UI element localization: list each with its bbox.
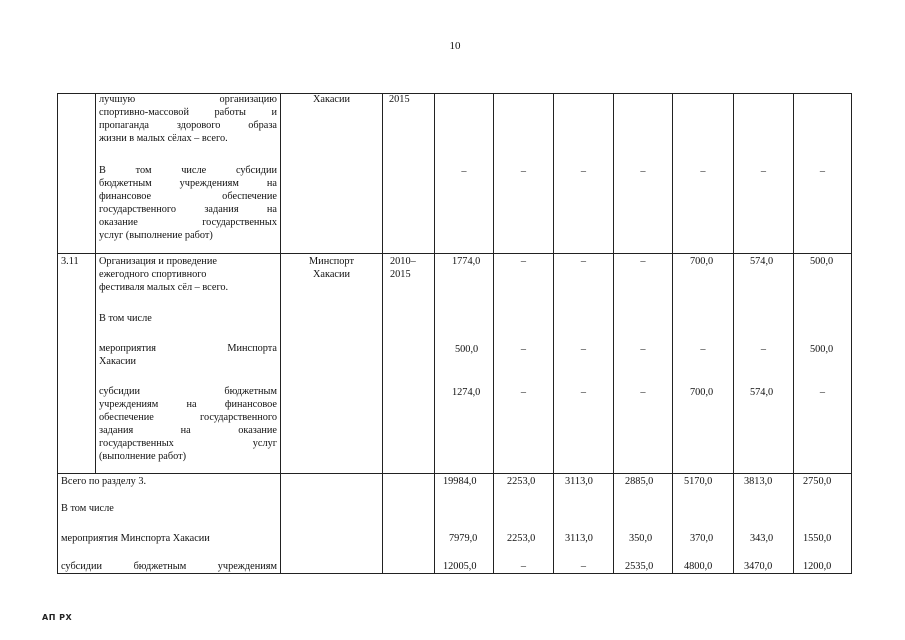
value-cell: 500,0 bbox=[810, 344, 834, 355]
value-cell: – bbox=[461, 166, 467, 177]
including-label: В том числе bbox=[61, 503, 114, 514]
value-cell: 3813,0 bbox=[744, 476, 773, 487]
value-cell: – bbox=[520, 256, 527, 267]
value-cell: – bbox=[580, 256, 587, 267]
row-number: 3.11 bbox=[61, 256, 79, 267]
value-cell: 2253,0 bbox=[507, 476, 536, 487]
value-cell: – bbox=[580, 561, 587, 572]
subsidy-line: (выполнение работ) bbox=[99, 451, 187, 462]
value-cell: – bbox=[580, 344, 587, 355]
value-cell: 574,0 bbox=[750, 256, 774, 267]
row-name-line: лучшую организацию bbox=[99, 94, 277, 105]
value-cell: 2535,0 bbox=[625, 561, 654, 572]
value-cell: 350,0 bbox=[629, 533, 653, 544]
value-cell: – bbox=[640, 256, 646, 267]
term-line: 2015 bbox=[390, 269, 411, 280]
value-cell: 2750,0 bbox=[803, 476, 832, 487]
subsidy-line: обеспечение государственного bbox=[99, 412, 277, 423]
measures-line: Хакасии bbox=[99, 356, 137, 367]
value-cell: – bbox=[819, 166, 826, 177]
subsidy-line: оказание государственных bbox=[99, 217, 277, 228]
value-cell: – bbox=[760, 166, 767, 177]
row-name-line: ежегодного спортивного bbox=[99, 269, 207, 280]
value-cell: – bbox=[640, 166, 646, 177]
subsidy-label: субсидии бюджетным учреждениям bbox=[61, 561, 277, 572]
value-cell: 1774,0 bbox=[452, 256, 481, 267]
value-cell: – bbox=[520, 387, 527, 398]
value-cell: – bbox=[700, 344, 706, 355]
subsidy-line: финансовое обеспечение bbox=[99, 191, 277, 202]
value-cell: – bbox=[520, 166, 527, 177]
term-line: 2010– bbox=[390, 256, 416, 267]
value-cell: – bbox=[819, 387, 826, 398]
value-cell: 1200,0 bbox=[803, 561, 832, 572]
term: 2015 bbox=[389, 94, 410, 105]
value-cell: 500,0 bbox=[455, 344, 479, 355]
row-name-line: пропаганда здорового образа bbox=[99, 120, 277, 131]
including-label: В том числе bbox=[99, 313, 152, 324]
value-cell: – bbox=[520, 344, 527, 355]
performer-line: Минспорт bbox=[309, 256, 354, 267]
value-cell: 500,0 bbox=[810, 256, 834, 267]
value-cell: 12005,0 bbox=[443, 561, 477, 572]
subsidy-line: государственных услуг bbox=[99, 438, 277, 449]
value-cell: 700,0 bbox=[690, 256, 714, 267]
row-name-line: фестиваля малых сёл – всего. bbox=[99, 282, 229, 293]
measures-label: мероприятия Минспорта Хакасии bbox=[61, 533, 210, 544]
subsidy-line: услуг (выполнение работ) bbox=[99, 230, 213, 241]
value-cell: 1550,0 bbox=[803, 533, 832, 544]
value-cell: 7979,0 bbox=[449, 533, 478, 544]
row-name-line: спортивно-массовой работы и bbox=[99, 107, 277, 118]
value-cell: – bbox=[760, 344, 767, 355]
value-cell: 343,0 bbox=[750, 533, 774, 544]
value-cell: 2885,0 bbox=[625, 476, 654, 487]
value-cell: 700,0 bbox=[690, 387, 714, 398]
value-cell: 19984,0 bbox=[443, 476, 477, 487]
subsidy-line: бюджетным учреждениям на bbox=[99, 178, 277, 189]
performer-line: Хакасии bbox=[312, 269, 350, 280]
value-cell: 3113,0 bbox=[565, 533, 593, 544]
section-total-label: Всего по разделу 3. bbox=[61, 476, 147, 487]
subsidy-line: учреждениям на финансовое bbox=[99, 399, 277, 410]
row-name-line: Организация и проведение bbox=[99, 256, 217, 267]
value-cell: – bbox=[640, 344, 646, 355]
footer-mark: АП РХ bbox=[42, 613, 73, 622]
value-cell: – bbox=[640, 387, 646, 398]
subsidy-line: субсидии бюджетным bbox=[99, 386, 277, 397]
row-name-line: жизни в малых сёлах – всего. bbox=[99, 133, 228, 144]
value-cell: 370,0 bbox=[690, 533, 714, 544]
value-cell: 5170,0 bbox=[684, 476, 713, 487]
value-cell: 574,0 bbox=[750, 387, 774, 398]
subsidy-line: задания на оказание bbox=[99, 425, 277, 436]
value-cell: – bbox=[580, 387, 587, 398]
performer: Хакасии bbox=[312, 94, 350, 105]
value-cell: – bbox=[580, 166, 587, 177]
value-cell: – bbox=[700, 166, 706, 177]
value-cell: – bbox=[520, 561, 527, 572]
measures-line: мероприятия Минспорта bbox=[99, 343, 277, 354]
value-cell: 1274,0 bbox=[452, 387, 481, 398]
value-cell: 2253,0 bbox=[507, 533, 536, 544]
subsidy-line: государственного задания на bbox=[99, 204, 277, 215]
value-cell: 3470,0 bbox=[744, 561, 773, 572]
page-number: 10 bbox=[449, 40, 461, 52]
subsidy-line: В том числе субсидии bbox=[99, 165, 277, 176]
value-cell: 4800,0 bbox=[684, 561, 713, 572]
value-cell: 3113,0 bbox=[565, 476, 593, 487]
